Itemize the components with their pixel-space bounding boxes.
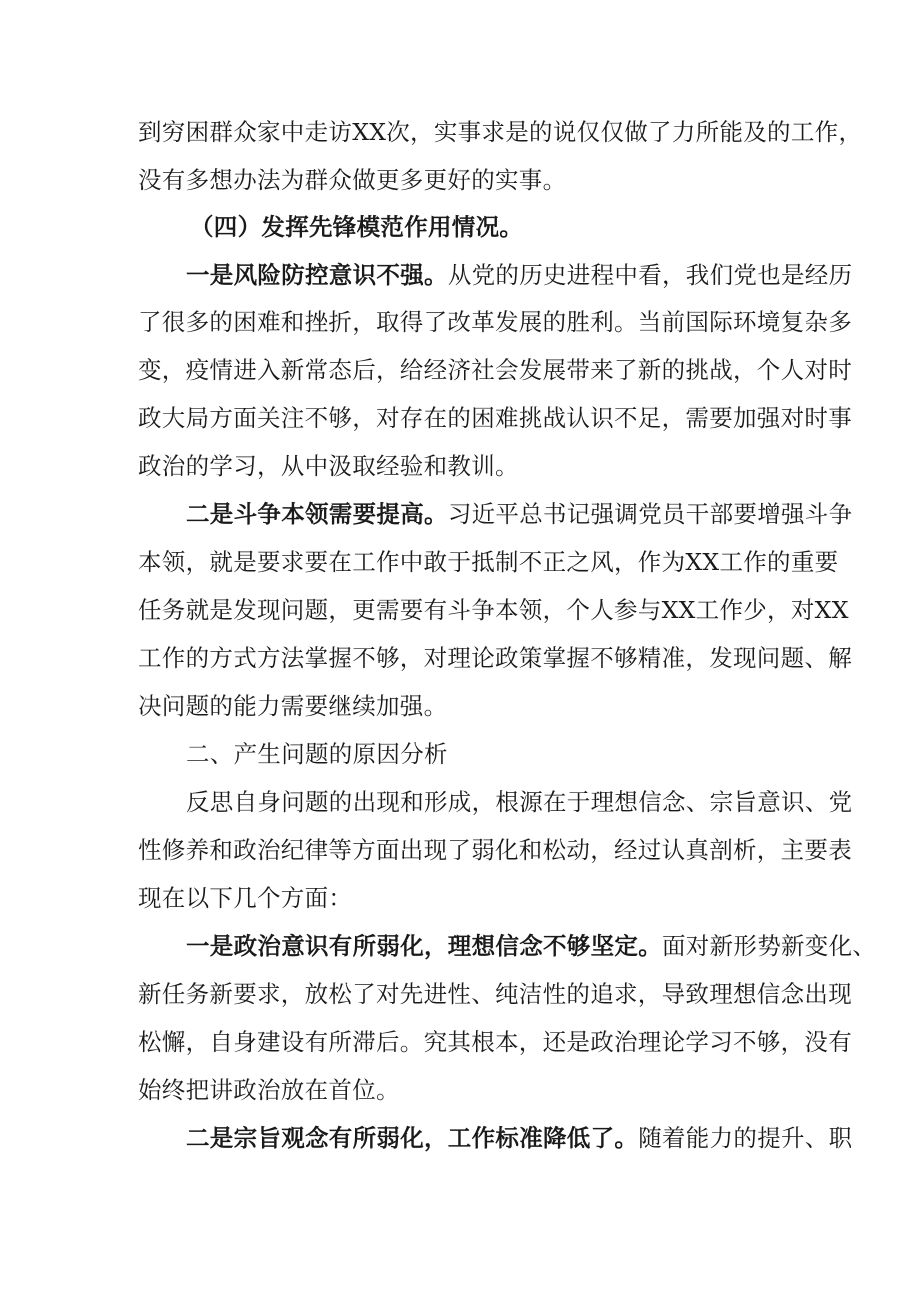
text-line: 变，疫情进入新常态后，给经济社会发展带来了新的挑战，个人对时 bbox=[138, 356, 852, 384]
paragraph-lead: 二是斗争本领需要提高。 bbox=[186, 500, 448, 528]
text-line: 现在以下几个方面： bbox=[138, 884, 353, 912]
paragraph-lead: 一是政治意识有所弱化，理想信念不够坚定。 bbox=[186, 932, 662, 960]
text-line: 没有多想办法为群众做更多更好的实事。 bbox=[138, 166, 567, 194]
text-line: 工作的方式方法掌握不够，对理论政策掌握不够精准，发现问题、解 bbox=[138, 644, 852, 672]
text-line: 始终把讲政治放在首位。 bbox=[138, 1076, 400, 1104]
text-line: 到穷困群众家中走访XX次，实事求是的说仅仅做了力所能及的工作， bbox=[138, 118, 863, 146]
text-line bbox=[186, 1118, 853, 1158]
paragraph-text: 习近平总书记强调党员干部要增强斗争 bbox=[447, 500, 853, 528]
paragraph-text: 随着能力的提升、职 bbox=[638, 1124, 853, 1152]
text-line: 了很多的困难和挫折，取得了改革发展的胜利。当前国际环境复杂多 bbox=[138, 308, 852, 336]
section-heading: （四）发挥先锋模范作用情况。 bbox=[190, 213, 524, 241]
text-line: 政大局方面关注不够，对存在的困难挑战认识不足，需要加强对时事 bbox=[138, 404, 852, 432]
text-line: 任务就是发现问题，更需要有斗争本领，个人参与XX工作少，对XX bbox=[138, 596, 849, 624]
paragraph-lead: 二是宗旨观念有所弱化，工作标准降低了。 bbox=[186, 1124, 639, 1152]
text-line bbox=[186, 494, 853, 534]
paragraph-text: 面对新形势新变化、 bbox=[662, 932, 877, 960]
paragraph-lead: 一是风险防控意识不强。 bbox=[186, 261, 448, 289]
text-line bbox=[186, 255, 853, 295]
paragraph-text: 从党的历史进程中看，我们党也是经历 bbox=[447, 261, 853, 289]
text-line: 决问题的能力需要继续加强。 bbox=[138, 692, 448, 720]
text-line bbox=[186, 926, 877, 966]
text-line: 松懈，自身建设有所滞后。究其根本，还是政治理论学习不够，没有 bbox=[138, 1028, 852, 1056]
text-line: 新任务新要求，放松了对先进性、纯洁性的追求，导致理想信念出现 bbox=[138, 980, 852, 1008]
text-line: 反思自身问题的出现和形成，根源在于理想信念、宗旨意识、党 bbox=[186, 788, 853, 816]
text-line: 政治的学习，从中汲取经验和教训。 bbox=[138, 452, 519, 480]
text-line: 本领，就是要求要在工作中敢于抵制不正之风，作为XX工作的重要 bbox=[138, 548, 839, 576]
text-line: 性修养和政治纪律等方面出现了弱化和松动，经过认真剖析，主要表 bbox=[138, 836, 852, 864]
section-heading: 二、产生问题的原因分析 bbox=[186, 740, 448, 768]
